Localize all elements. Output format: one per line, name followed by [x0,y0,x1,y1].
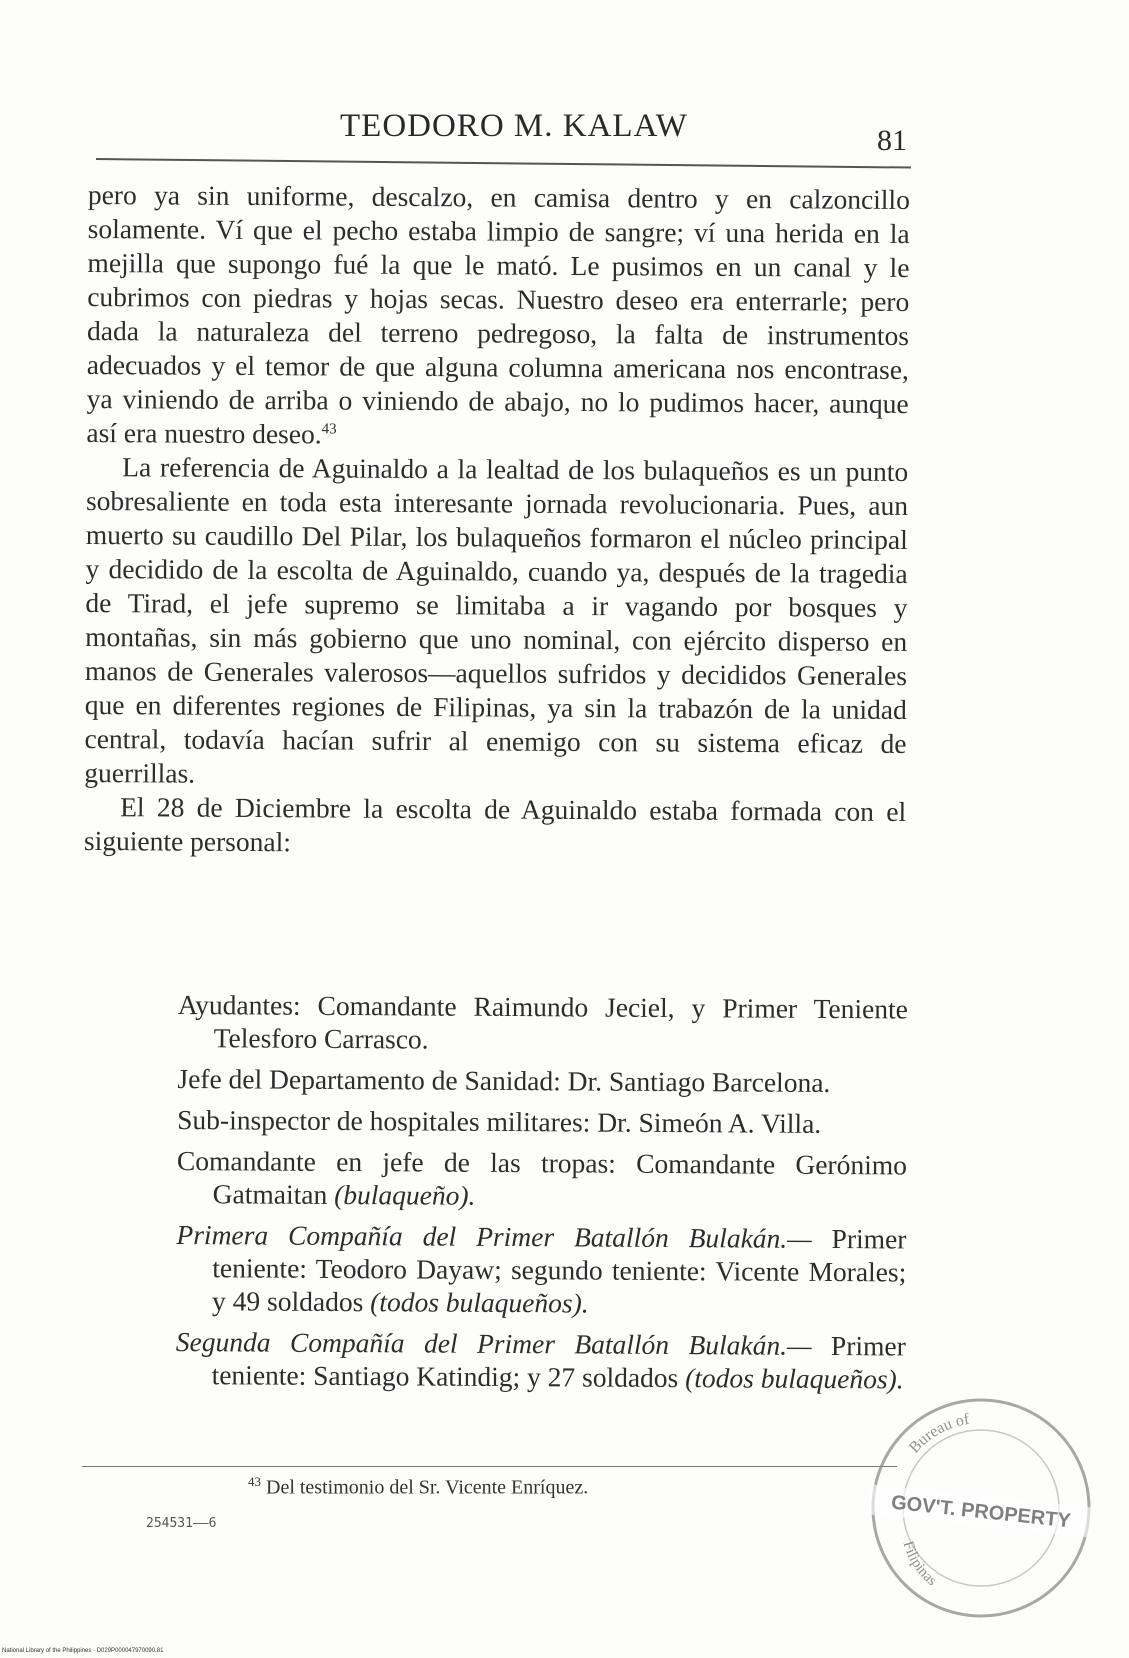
property-stamp [856,1388,1106,1628]
list-item: Sub-inspector de hospitales militares: Dr. Simeón A. Villa. [177,1103,822,1139]
stamp-top-text: Bureau of [905,1410,971,1457]
running-title: TEODORO M. KALAW [340,108,688,144]
running-header [85,108,915,158]
paragraph-2 [84,450,908,795]
paragraph-text: pero ya sin uniforme, descalzo, en camisa dentro y en calzoncillo solamente. Ví que el pecho estaba limpio de sangre; ví una herida en la mejilla que supongo fué la que le mató. Le pusimos en un canal y le cubrimos con piedras y hojas secas. Nuestro deseo era enterrarle; pero dada la naturaleza del terreno pedregoso, la falta de instrumentos adecuados y el temor de que alguna columna americana nos encontrase, ya viniendo de arriba o viniendo de abajo, no lo pudimos hacer, aunque así era nuestro deseo. [86,178,910,450]
list-item: Segunda Compañía del Primer Batallón Bulakán.— Primer teniente: Santiago Katindig; y 27 soldados (todos bulaqueños). [175,1325,906,1395]
stamp-bottom-text: Filipinas [899,1539,940,1590]
list-item: Ayudantes: Comandante Raimundo Jeciel, y Primer Teniente Telesforo Carrasco. [177,989,908,1055]
list-item: Primera Compañía del Primer Batallón Bulakán.— Primer teniente: Teodoro Dayaw; segundo teniente: Vicente Morales; y 49 soldados (todos bulaqueños). [176,1218,907,1319]
stamp-center-text: GOV'T. PROPERTY [890,1491,1072,1533]
footnote-reference: 43 [321,421,337,438]
footnote-text: Del testimonio del Sr. Vicente Enríquez. [266,1476,589,1499]
paragraph-3 [84,790,906,863]
page-number: 81 [877,124,907,157]
body-text [84,178,910,863]
library-caption: National Library of the Philippines · D029P000047970090.81 [2,1648,164,1654]
footnote-number: 43 [248,1474,261,1489]
footnote [248,1474,588,1500]
header-rule [96,158,911,169]
paragraph-text: La referencia de Aguinaldo a la lealtad de los bulaqueños es un punto sobresaliente en toda esta interesante jornada revolucionaria. Pues, aun muerto su caudillo Del Pilar, los bulaqueños formaron el núcleo principal y decidido de la escolta de Aguinaldo, cuando ya, después de la tragedia de Tirad, el jefe supremo se limitaba a ir vagando por bosques y montañas, sin más gobierno que uno nominal, con ejército disperso en manos de Generales valerosos—aquellos sufridos y decididos Generales que en diferentes regiones de Filipinas, ya sin la trabazón de la unidad central, todavía hacían sufrir al enemigo con su sistema eficaz de guerrillas. [84,451,909,789]
print-code: 254531——6 [146,1516,217,1531]
personnel-list [175,988,907,1403]
footnote-rule [82,1466,897,1467]
paragraph-1 [86,178,910,455]
list-item: Comandante en jefe de las tropas: Comandante Gerónimo Gatmaitan (bulaqueño). [176,1144,908,1211]
list-item: Jefe del Departamento de Sanidad: Dr. Santiago Barcelona. [177,1062,831,1098]
paragraph-text: El 28 de Diciembre la escolta de Aguinaldo estaba formada con el siguiente personal: [83,791,907,858]
